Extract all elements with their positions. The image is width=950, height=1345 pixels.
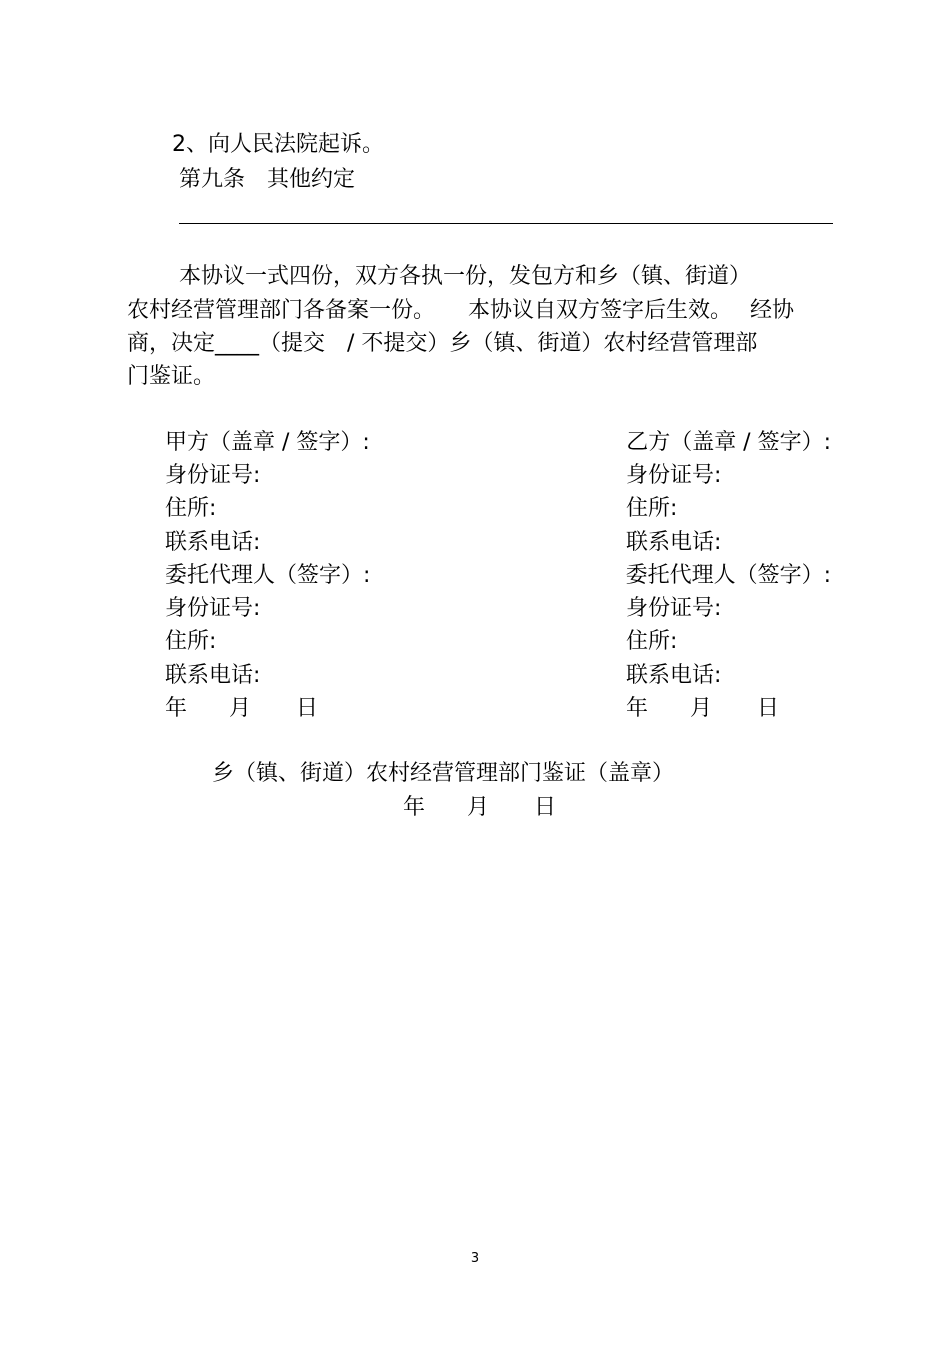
- page-number: 3: [470, 1251, 480, 1266]
- party-b-month: 月: [690, 696, 713, 721]
- party-a-agent-label: 委托代理人（签字）:: [165, 563, 371, 588]
- authentication-day: 日: [534, 795, 557, 820]
- blank-fill-line: [179, 223, 833, 224]
- agreement-paragraph-line-1: 本协议一式四份，双方各执一份，发包方和乡（镇、街道）: [179, 264, 752, 289]
- party-b-phone-label: 联系电话:: [626, 530, 722, 555]
- party-b-id-label: 身份证号:: [626, 463, 722, 488]
- party-a-phone-label: 联系电话:: [165, 530, 261, 555]
- item-2-text: 2、向人民法院起诉。: [172, 132, 384, 157]
- party-b-agent-phone-label: 联系电话:: [626, 663, 722, 688]
- party-b-date: [626, 692, 779, 725]
- article-9-heading: 第九条 其他约定: [179, 167, 356, 192]
- party-a-day: 日: [296, 696, 319, 721]
- authentication-label: 乡（镇、街道）农村经营管理部门鉴证（盖章）: [212, 761, 675, 786]
- party-a-date: [165, 692, 318, 725]
- party-b-agent-address-label: 住所:: [626, 629, 678, 654]
- party-a-address-label: 住所:: [165, 496, 217, 521]
- party-a-agent-phone-label: 联系电话:: [165, 663, 261, 688]
- agreement-paragraph-line-4: 门鉴证。: [127, 364, 216, 389]
- authentication-date: [403, 791, 556, 824]
- party-a-agent-id-label: 身份证号:: [165, 596, 261, 621]
- party-b-agent-label: 委托代理人（签字）:: [625, 563, 831, 588]
- party-b-address-label: 住所:: [626, 496, 678, 521]
- authentication-month: 月: [467, 795, 490, 820]
- party-b-day: 日: [757, 696, 780, 721]
- party-a-year: 年: [165, 696, 188, 721]
- party-b-title: 乙方（盖章 / 签字）:: [626, 430, 831, 455]
- agreement-paragraph-line-3: 商，决定____（提交 / 不提交）乡（镇、街道）农村经营管理部: [127, 331, 758, 356]
- party-b-year: 年: [626, 696, 649, 721]
- authentication-year: 年: [403, 795, 426, 820]
- party-a-month: 月: [229, 696, 252, 721]
- party-a-id-label: 身份证号:: [165, 463, 261, 488]
- agreement-paragraph-line-2: 农村经营管理部门各备案一份。 本协议自双方签字后生效。 经协: [127, 298, 794, 323]
- party-b-agent-id-label: 身份证号:: [626, 596, 722, 621]
- party-a-title: 甲方（盖章 / 签字）:: [165, 430, 370, 455]
- party-a-agent-address-label: 住所:: [165, 629, 217, 654]
